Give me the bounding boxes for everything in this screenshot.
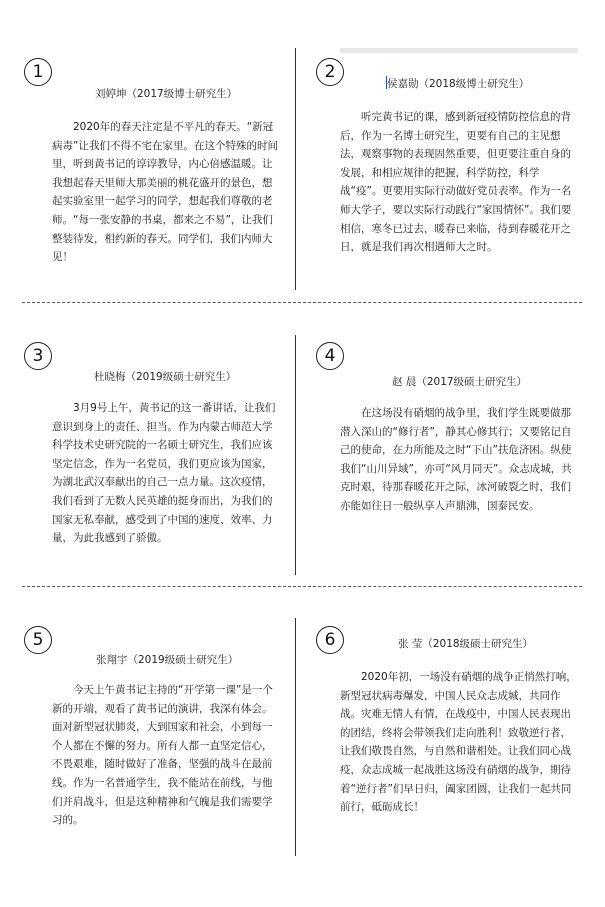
entry-number-5: 5 xyxy=(24,626,52,654)
divider-dashed-1 xyxy=(22,302,582,303)
divider-dashed-2 xyxy=(22,586,582,587)
divider-vertical-3 xyxy=(295,618,296,856)
entry-author-6: 张 莹（2018级硕士研究生） xyxy=(398,638,534,650)
entry-text-2: 听完黄书记的课，感到新冠疫情防控信息的背后，作为一名博士研究生，更要有自己的主见想法，观察事物的表现固然重要，但更要注重自身的发展，和相应规律的把握，科学防控，科学战“疫”。更要用实际行动做好党员表率。作为一名师大学子，要以实际行动践行“家国情怀”。我们要相信，寒冬已过去，暖春已来临，待到春暖花开之日，就是我们再次相遇师大之时。 xyxy=(340,111,572,254)
entry-author-4: 赵 晨（2017级硕士研究生） xyxy=(392,376,528,388)
entry-author-1: 刘婷坤（2017级博士研究生） xyxy=(95,88,238,100)
entry-author-5: 张翔宇（2019级硕士研究生） xyxy=(96,654,239,666)
entry-text-6: 2020年初，一场没有硝烟的战争正悄然打响，新型冠状病毒爆发，中国人民众志成城，共同作战。灾难无情人有情，在战疫中，中国人民表现出的团结，终将会带领我们走向胜利！致敬逆行者，让我们敬畏自然，与自然和谐相处。让我们同心战疫，众志成城一起战胜这场没有硝烟的战争，期待着“逆行者”们早日归，阖家团圆，让我们一起共同前行，砥砺成长！ xyxy=(340,671,577,814)
top-bar xyxy=(340,48,578,53)
entry-text-5: 今天上午黄书记主持的“开学第一课”是一个新的开端，观看了黄书记的演讲，我深有体会。面对新型冠状肺炎，大到国家和社会，小到每一个人都在不懈的努力。所有人都一直坚定信心，不畏艰难，随时做好了准备，坚强的战斗在最前线。作为一名普通学生，我不能站在前线，与他们并肩战斗，但是这种精神和气魄是我们需要学习的。 xyxy=(52,684,273,827)
entry-text-4: 在这场没有硝烟的战争里，我们学生既要做那潜入深山的“修行者”，静其心修其行；又要铭记自己的使命，在力所能及之时“下山”扶危济困。纵使我们“山川异域”，亦可“风月同天”。众志成城，共克时艰，待那春暖花开之际，冰河破裂之时，我们亦能如往日一般纵享人声鼎沸，国泰民安。 xyxy=(340,407,572,512)
entry-number-4: 4 xyxy=(316,342,344,370)
entry-author-2: 侯嘉勋（2018级博士研究生） xyxy=(387,78,530,90)
entry-text-3: 3月9号上午，黄书记的这一番讲话，让我们意识到身上的责任、担当。作为内蒙古师范大学科学技术史研究院的一名硕士研究生，我们应该坚定信念，作为一名党员，我们更应该为国家，为湖北武汉奉献出的自己一点力量。这次疫情，我们看到了无数人民英雄的挺身而出，为我们的国家无私奉献，感受到了中国的速度、效率、力量，为此我感到了骄傲。 xyxy=(52,402,276,545)
entry-text-1: 2020年的春天注定是不平凡的春天。“新冠病毒”让我们不得不宅在家里。在这个特殊的时间里，听到黄书记的谆谆教导，内心倍感温暖。让我想起春天里师大那美丽的桃花盛开的景色，想起实验室里一起学习的同学，想起我们尊敬的老师。“每一张安静的书桌，都来之不易”，让我们整装待发，相约新的春天。同学们，我们内师大见！ xyxy=(52,121,278,264)
divider-vertical-1 xyxy=(295,48,296,290)
entry-author-3: 杜晓梅（2019级硕士研究生） xyxy=(94,371,237,383)
entry-number-1: 1 xyxy=(24,58,52,86)
divider-vertical-2 xyxy=(295,335,296,575)
entry-number-3: 3 xyxy=(24,342,52,370)
entry-number-2: 2 xyxy=(316,58,344,86)
entry-number-6: 6 xyxy=(316,626,344,654)
